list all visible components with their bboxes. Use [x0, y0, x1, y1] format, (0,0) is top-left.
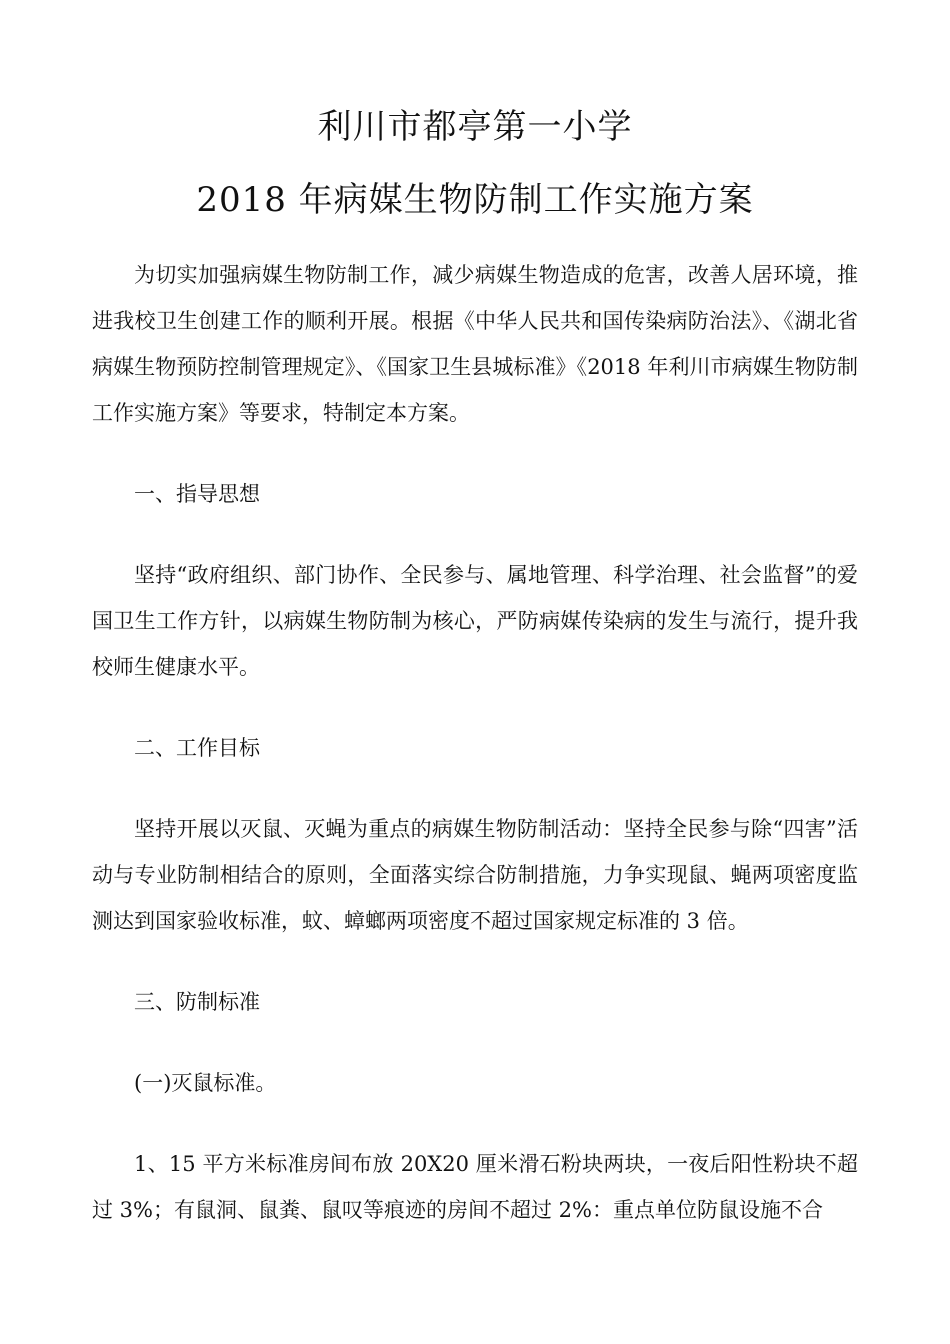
section-body-rodent-standard: 1、15 平方米标准房间布放 20X20 厘米滑石粉块两块，一夜后阳性粉块不超过 3%；有鼠洞、鼠粪、鼠叹等痕迹的房间不超过 2%：重点单位防鼠设施不合: [92, 1152, 858, 1222]
section-heading-guiding-ideology: 一、指导思想: [134, 482, 260, 506]
section-body-work-goals: 坚持开展以灭鼠、灭蝇为重点的病媒生物防制活动：坚持全民参与除“四害”活动与专业防制相结合的原则，全面落实综合防制措施，力争实现鼠、蝇两项密度监测达到国家验收标准，蚊、蟑螂两项密度不超过国家规定标准的 3 倍。: [92, 817, 858, 933]
intro-paragraph: 为切实加强病媒生物防制工作，减少病媒生物造成的危害，改善人居环境，推进我校卫生创建工作的顺利开展。根据《中华人民共和国传染病防治法》、《湖北省病媒生物预防控制管理规定》、《国家卫生县城标准》《2018 年利川市病媒生物防制工作实施方案》等要求，特制定本方案。: [92, 263, 858, 425]
subsection-heading-rodent-control: (一)灭鼠标准。: [134, 1071, 277, 1095]
section-heading-work-goals: 二、工作目标: [134, 736, 260, 760]
section-body-guiding-ideology: 坚持“政府组织、部门协作、全民参与、属地管理、科学治理、社会监督”的爱国卫生工作方针，以病媒生物防制为核心，严防病媒传染病的发生与流行，提升我校师生健康水平。: [92, 563, 858, 679]
document-title-plan: 2018 年病媒生物防制工作实施方案: [196, 180, 754, 220]
document-title-school: 利川市都亭第一小学: [317, 107, 633, 147]
section-heading-control-standards: 三、防制标准: [134, 990, 260, 1014]
document-body: [92, 252, 858, 1233]
